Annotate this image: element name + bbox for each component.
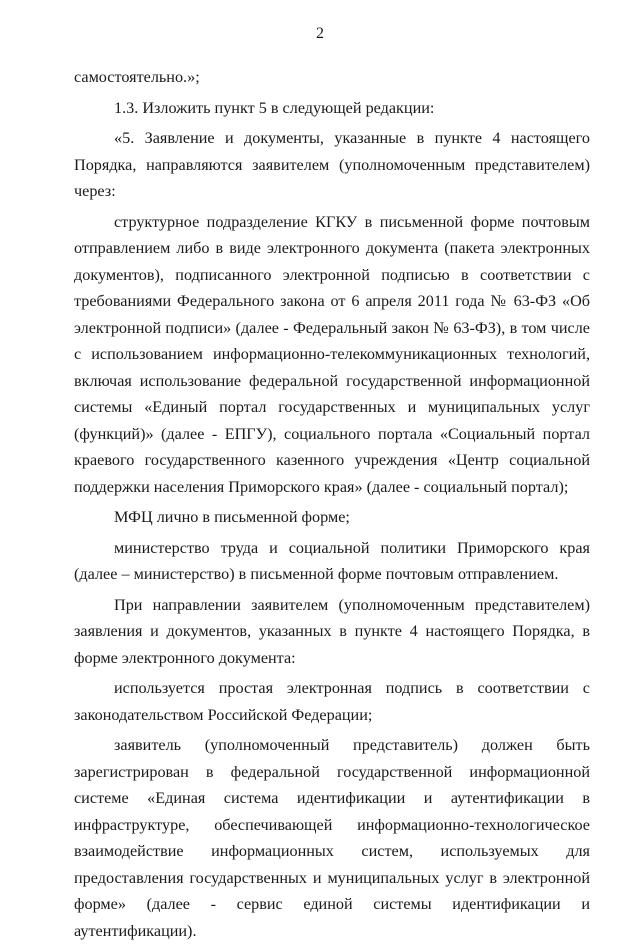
paragraph-simple-signature: используется простая электронная подпись в соответствии с законодательством Российской Федерации; [74, 679, 590, 724]
document-body [74, 64, 590, 946]
paragraph-item-1-3: 1.3. Изложить пункт 5 в следующей редакции: [114, 98, 435, 117]
paragraph-kgku: структурное подразделение КГКУ в письменной форме почтовым отправлением либо в виде электронного документа (пакета электронных документов), подписанного электронной подписью в соответствии с требованиями Федерального закона от 6 апреля 2011 года № 63-ФЗ «Об электронной подписи» (далее - Федеральный закон № 63-ФЗ), в том числе с использованием информационно-телекоммуникационных технологий, включая использование федеральной государственной информационной системы «Единый портал государственных и муниципальных услуг (функций)» (далее - ЕПГУ), социального портала «Социальный портал краевого государственного казенного учреждения «Центр социальной поддержки населения Приморского края» (далее - социальный портал); [74, 212, 590, 496]
paragraph-electronic-submission: При направлении заявителем (уполномоченным представителем) заявления и документов, указанных в пункте 4 настоящего Порядка, в форме электронного документа: [74, 595, 590, 667]
paragraph-esia-registration: заявитель (уполномоченный представитель) должен быть зарегистрирован в федеральной государственной информационной системе «Единая система идентификации и аутентификации в инфраструктуре, обеспечивающей информационно-технологическое взаимодействие информационных систем, используемых для предоставления государственных и муниципальных услуг в электронной форме» (далее - сервис единой системы идентификации и аутентификации). [74, 736, 590, 940]
paragraph-continuation: самостоятельно.»; [74, 68, 200, 86]
paragraph-ministry: министерство труда и социальной политики Приморского края (далее – министерство) в письменной форме почтовым отправлением. [74, 538, 590, 583]
paragraph-item-5: «5. Заявление и документы, указанные в пункте 4 настоящего Порядка, направляются заявителем (уполномоченным представителем) через: [74, 129, 590, 200]
page-number: 2 [316, 25, 324, 42]
paragraph-mfc: МФЦ лично в письменной форме; [114, 508, 350, 526]
